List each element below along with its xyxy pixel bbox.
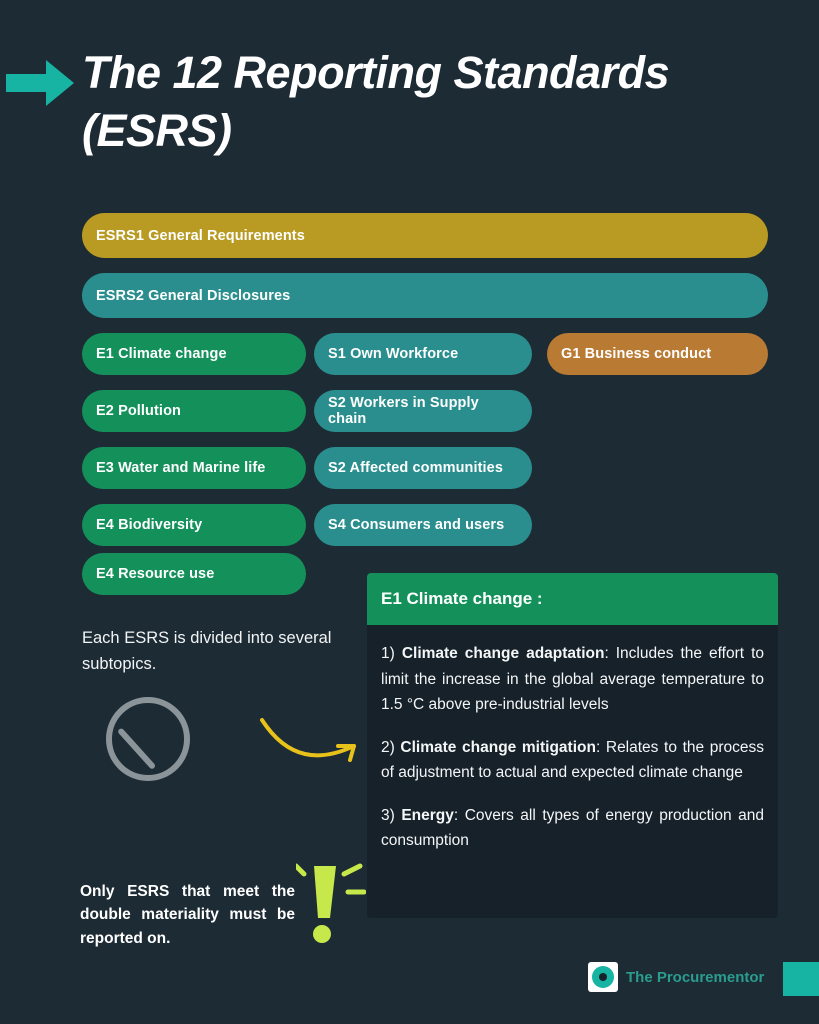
detail-item-1 [381, 641, 764, 718]
standard-s2-supply-chain: S2 Workers in Supply chain [314, 390, 532, 432]
standard-e4-biodiversity: E4 Biodiversity [82, 504, 306, 546]
subtopics-note: Each ESRS is divided into several subtopics. [82, 629, 332, 673]
detail-item-2-number: 2) [381, 738, 395, 756]
brand-footer [588, 962, 764, 992]
detail-card [367, 573, 778, 918]
curved-arrow-icon [258, 712, 368, 772]
detail-item-3-number: 3) [381, 806, 395, 824]
detail-item-1-number: 1) [381, 645, 395, 662]
detail-item-1-term: Climate change adaptation [401, 645, 605, 662]
detail-card-body [367, 625, 778, 864]
standard-s2-affected-communities: S2 Affected communities [314, 447, 532, 489]
standard-s4: S4 Consumers and users [314, 504, 532, 546]
detail-item-3 [381, 803, 764, 854]
eye-logo-icon [588, 962, 618, 992]
magnifier-lens [106, 697, 190, 781]
magnifying-glass-icon [96, 697, 236, 827]
detail-card-title: E1 Climate change : [367, 573, 778, 625]
corner-accent-block [783, 962, 819, 996]
standard-e2: E2 Pollution [82, 390, 306, 432]
arrow-shaft [6, 74, 50, 92]
arrow-head [46, 60, 74, 106]
logo-ring [592, 966, 614, 988]
logo-pupil [599, 973, 607, 981]
brand-name: The Procurementor [626, 968, 765, 986]
detail-item-1-text: : Includes the effort to limit the increase in the global average temperature to 1.5 °C above pre-industrial levels [381, 645, 765, 714]
standard-g1: G1 Business conduct [547, 333, 768, 375]
standard-s1: S1 Own Workforce [314, 333, 532, 375]
standard-e1: E1 Climate change [82, 333, 306, 375]
standard-e4-resource-use: E4 Resource use [82, 553, 306, 595]
arrow-right-icon [6, 56, 78, 110]
detail-item-2-term: Climate change mitigation [400, 738, 596, 756]
materiality-note: Only ESRS that meet the double materiality must be reported on. [80, 883, 295, 947]
standard-esrs1: ESRS1 General Requirements [82, 213, 768, 258]
detail-item-2-text: : Relates to the process of adjustment to actual and expected climate change [381, 738, 765, 782]
detail-item-3-term: Energy [401, 806, 454, 824]
detail-item-3-text: : Covers all types of energy production and consumption [381, 806, 764, 850]
standard-esrs2: ESRS2 General Disclosures [82, 273, 768, 318]
standard-e3: E3 Water and Marine life [82, 447, 306, 489]
exclamation-mark-icon [296, 860, 366, 950]
detail-item-2 [381, 735, 764, 786]
page-title: The 12 Reporting Standards (ESRS) [82, 47, 670, 156]
